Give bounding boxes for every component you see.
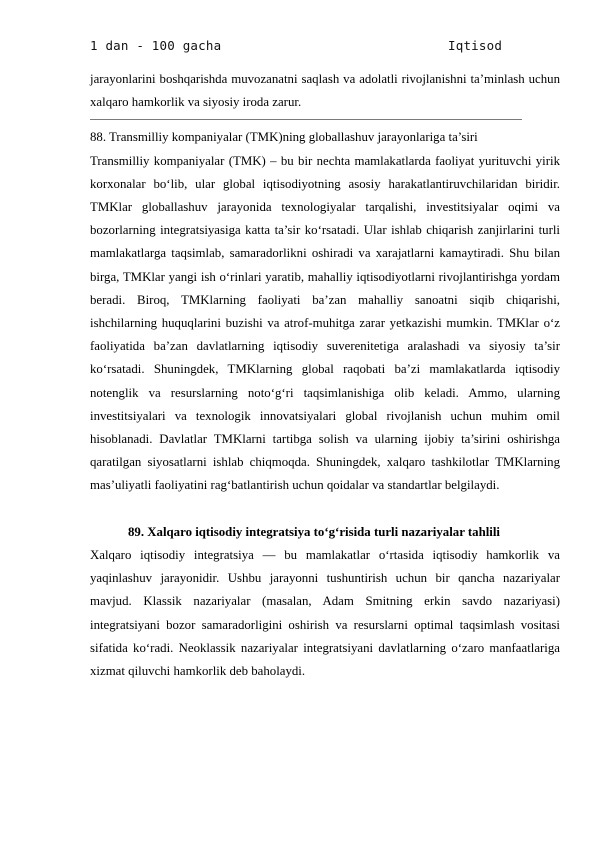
header-range-label: 1 dan - 100 gacha xyxy=(90,38,222,53)
section-89-heading: 89. Xalqaro iqtisodiy integratsiya to‘g‘risida turli nazariyalar tahlili xyxy=(128,524,500,539)
section-divider xyxy=(90,119,522,120)
section-89-body: Xalqaro iqtisodiy integratsiya — bu mamlakatlar o‘rtasida iqtisodiy hamkorlik va yaqinlashuv jarayonidir. Ushbu jarayonni tushuntirish uchun bir qancha nazariyalar mavjud. Klassik nazariyalar (masalan, Adam Smitning erkin savdo nazariyasi) integratsiyani bozor samaradorligini oshirish va resurslarni optimal taqsimlash vositasi sifatida ko‘radi. Neoklassik nazariyalar integratsiyani davlatlarning o‘zaro manfaatlariga xizmat qiluvchi hamkorlik deb baholaydi. xyxy=(90,548,560,679)
section-88-body: Transmilliy kompaniyalar (TMK) – bu bir nechta mamlakatlarda faoliyat yurituvchi yirik korxonalar bo‘lib, ular global iqtisodiyotning asosiy harakatlantiruvchilaridan biridir. TMKlar globallashuv jarayonida texnologiyalar tarqalishi, investitsiyalar oqimi va bozorlarning integratsiyasiga katta ta’sir ko‘rsatadi. Ular ishlab chiqarish zanjirlarini turli mamlakatlarga taqsimlab, samaradorlikni oshiradi va xarajatlarni kamaytiradi. Shu bilan birga, TMKlar yangi ish o‘rinlari yaratib, mahalliy iqtisodiyotlarni rivojlantirishga yordam beradi. Biroq, TMKlarning faoliyati ba’zan mahalliy sanoatni siqib chiqarishi, ishchilarning huquqlarini buzishi va atrof-muhitga zarar yetkazishi mumkin. TMKlar o‘z faoliyatida ba’zan davlatlarning iqtisodiy suverenitetiga aralashadi va siyosiy ta’sir ko‘rsatadi. Shuningdek, TMKlarning global raqobati ba’zi mamlakatlarda iqtisodiy notenglik va resurslarning noto‘g‘ri taqsimlanishiga olib keladi. Ammo, ularning investitsiyalari va texnologik innovatsiyalari global rivojlanish uchun muhim omil hisoblanadi. Davlatlar TMKlarni tartibga solish va ularning ijobiy ta’sirini oshirishga qaratilgan siyosatlarni ishlab chiqmoqda. Shuningdek, xalqaro tashkilotlar TMKlarning mas’uliyatli faoliyatini rag‘batlantirish uchun qoidalar va standartlar belgilaydi. xyxy=(90,153,560,493)
document-body xyxy=(90,68,560,683)
blank-line xyxy=(90,498,560,521)
header-subject-label: Iqtisod xyxy=(448,38,503,53)
section-88-heading: 88. Transmilliy kompaniyalar (TMK)ning globallashuv jarayonlariga ta’siri xyxy=(90,130,478,145)
page-header xyxy=(90,38,530,56)
intro-paragraph: jarayonlarini boshqarishda muvozanatni saqlash va adolatli rivojlanishni ta’minlash uchun xalqaro hamkorlik va siyosiy iroda zarur. xyxy=(90,72,560,110)
